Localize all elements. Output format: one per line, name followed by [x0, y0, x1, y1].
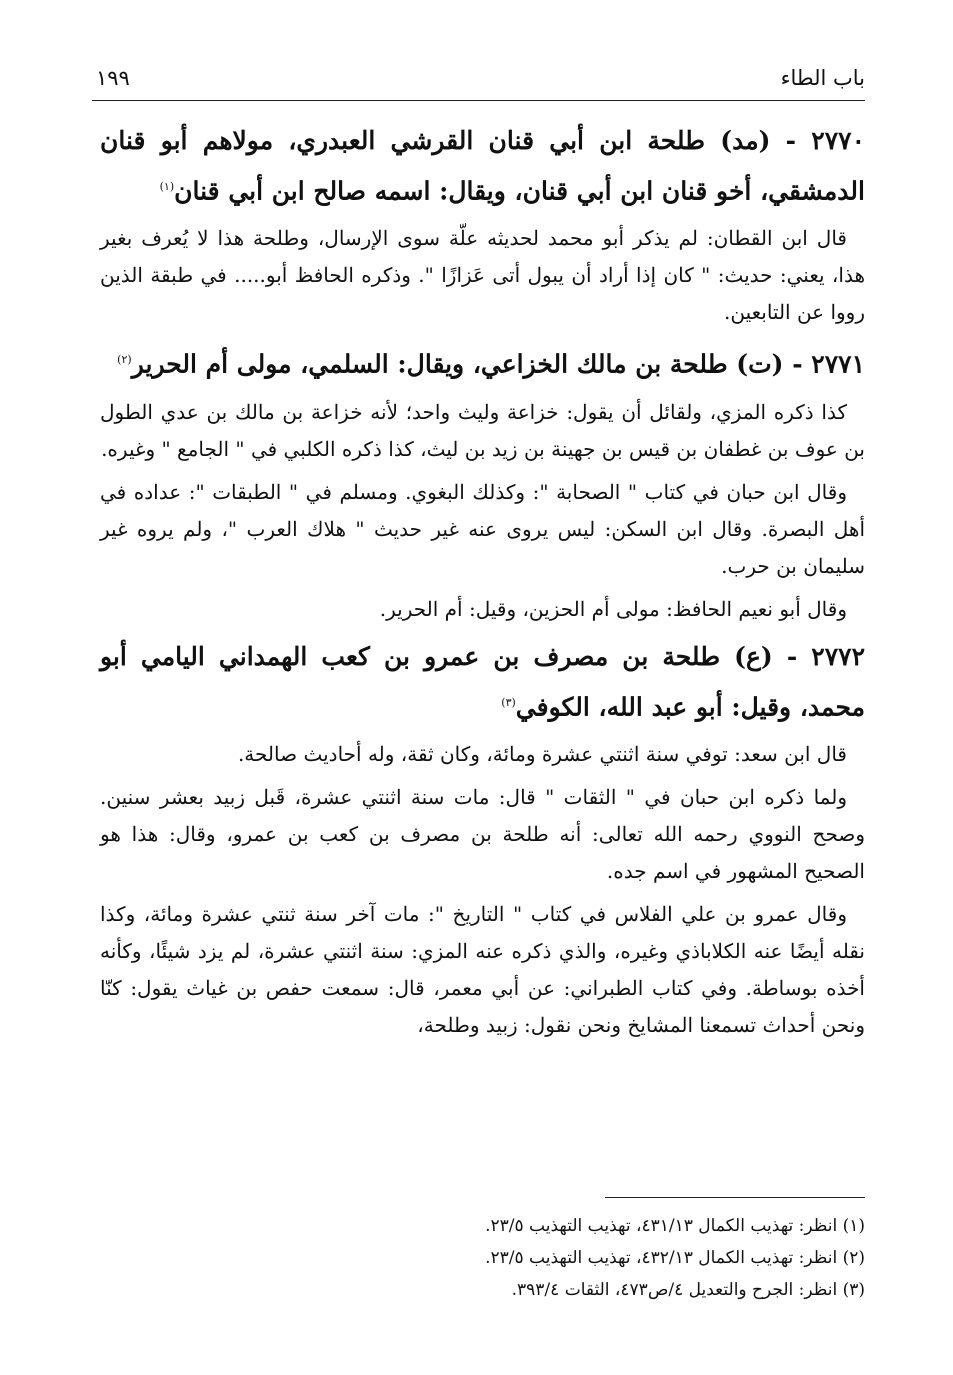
entry-paragraph: قال ابن سعد: توفي سنة اثنتي عشرة ومائة، وكان ثقة، وله أحاديث صالحة.: [237, 741, 847, 766]
entry-paragraph: قال ابن القطان: لم يذكر أبو محمد لحديثه علّة سوى الإرسال، وطلحة هذا لا يُعرف بغير هذا، يعني: حديث: " كان إذا أراد أن يبول أتى عَزازًا ". وذكره الحافظ أبو..... في طبقة الذين رووا عن التابعين.: [100, 226, 865, 325]
footnotes: [100, 1210, 865, 1306]
header-rule: [92, 100, 865, 101]
main-text: [100, 118, 865, 1050]
entry-heading-2770: [100, 118, 865, 214]
entry-heading-text: ٢٧٧١ - (ت) طلحة بن مالك الخزاعي، ويقال: السلمي، مولى أم الحرير: [131, 349, 865, 379]
footnote-ref-2: (٢): [117, 353, 132, 367]
running-header: [92, 62, 865, 98]
entry-heading-2772: [100, 634, 865, 730]
footnote-1: (١) انظر: تهذيب الكمال ٤٣١/١٣، تهذيب التهذيب ٢٣/٥.: [485, 1216, 865, 1236]
footnote-3: (٣) انظر: الجرح والتعديل ٤/ص٤٧٣، الثقات ٣٩٣/٤.: [511, 1280, 865, 1300]
entry-heading-text: ٢٧٧٠ - (مد) طلحة ابن أبي قنان القرشي العبدري، مولاهم أبو قنان الدمشقي، أخو قنان ابن أبي قنان، ويقال: اسمه صالح ابن أبي قنان: [100, 126, 865, 206]
entry-heading-text: ٢٧٧٢ - (ع) طلحة بن مصرف بن عمرو بن كعب الهمداني اليامي أبو محمد، وقيل: أبو عبد الله، الكوفي: [100, 641, 865, 721]
entry-heading-2771: [100, 337, 865, 387]
chapter-title: باب الطاء: [780, 66, 865, 90]
footnote-ref-3: (٣): [501, 695, 516, 709]
footnote-ref-1: (١): [159, 180, 175, 193]
footnote-2: (٢) انظر: تهذيب الكمال ٤٣٢/١٣، تهذيب التهذيب ٢٣/٥.: [485, 1248, 865, 1268]
entry-paragraph: وقال عمرو بن علي الفلاس في كتاب " التاريخ ": مات آخر سنة ثنتي عشرة ومائة، وكذا نقله أيضًا عنه الكلاباذي وغيره، والذي ذكره عنه المزي: سنة اثنتي عشرة، لم يزد شيئًا، وكأنه أخذه بوساطة. وفي كتاب الطبراني: عن أبي معمر، قال: سمعت حفص بن غياث يقول: كنّا ونحن أحداث تسمعنا المشايخ ونحن نقول: زبيد وطلحة،: [100, 901, 865, 1037]
entry-paragraph: ولما ذكره ابن حبان في " الثقات " قال: مات سنة اثنتي عشرة، قَبل زبيد بعشر سنين. وصحح النووي رحمه الله تعالى: أنه طلحة بن مصرف بن كعب بن عمرو، وقال: هذا هو الصحيح المشهور في اسم جده.: [100, 784, 865, 883]
page-number: ١٩٩: [96, 66, 130, 90]
entry-paragraph: وقال ابن حبان في كتاب " الصحابة ": وكذلك البغوي. ومسلم في " الطبقات ": عداده في أهل البصرة. وقال ابن السكن: ليس يروى عنه غير حديث " هلاك العرب "، ولم يروه غير سليمان بن حرب.: [100, 479, 865, 578]
entry-paragraph: كذا ذكره المزي، ولقائل أن يقول: خزاعة وليث واحد؛ لأنه خزاعة بن مالك بن عدي الطول بن عوف بن غطفان بن قيس بن جهينة بن زيد بن ليث، كذا ذكره الكلبي في " الجامع " وغيره.: [100, 399, 865, 461]
entry-paragraph: وقال أبو نعيم الحافظ: مولى أم الحزين، وقيل: أم الحرير.: [379, 596, 847, 621]
footnote-rule: [605, 1197, 865, 1198]
